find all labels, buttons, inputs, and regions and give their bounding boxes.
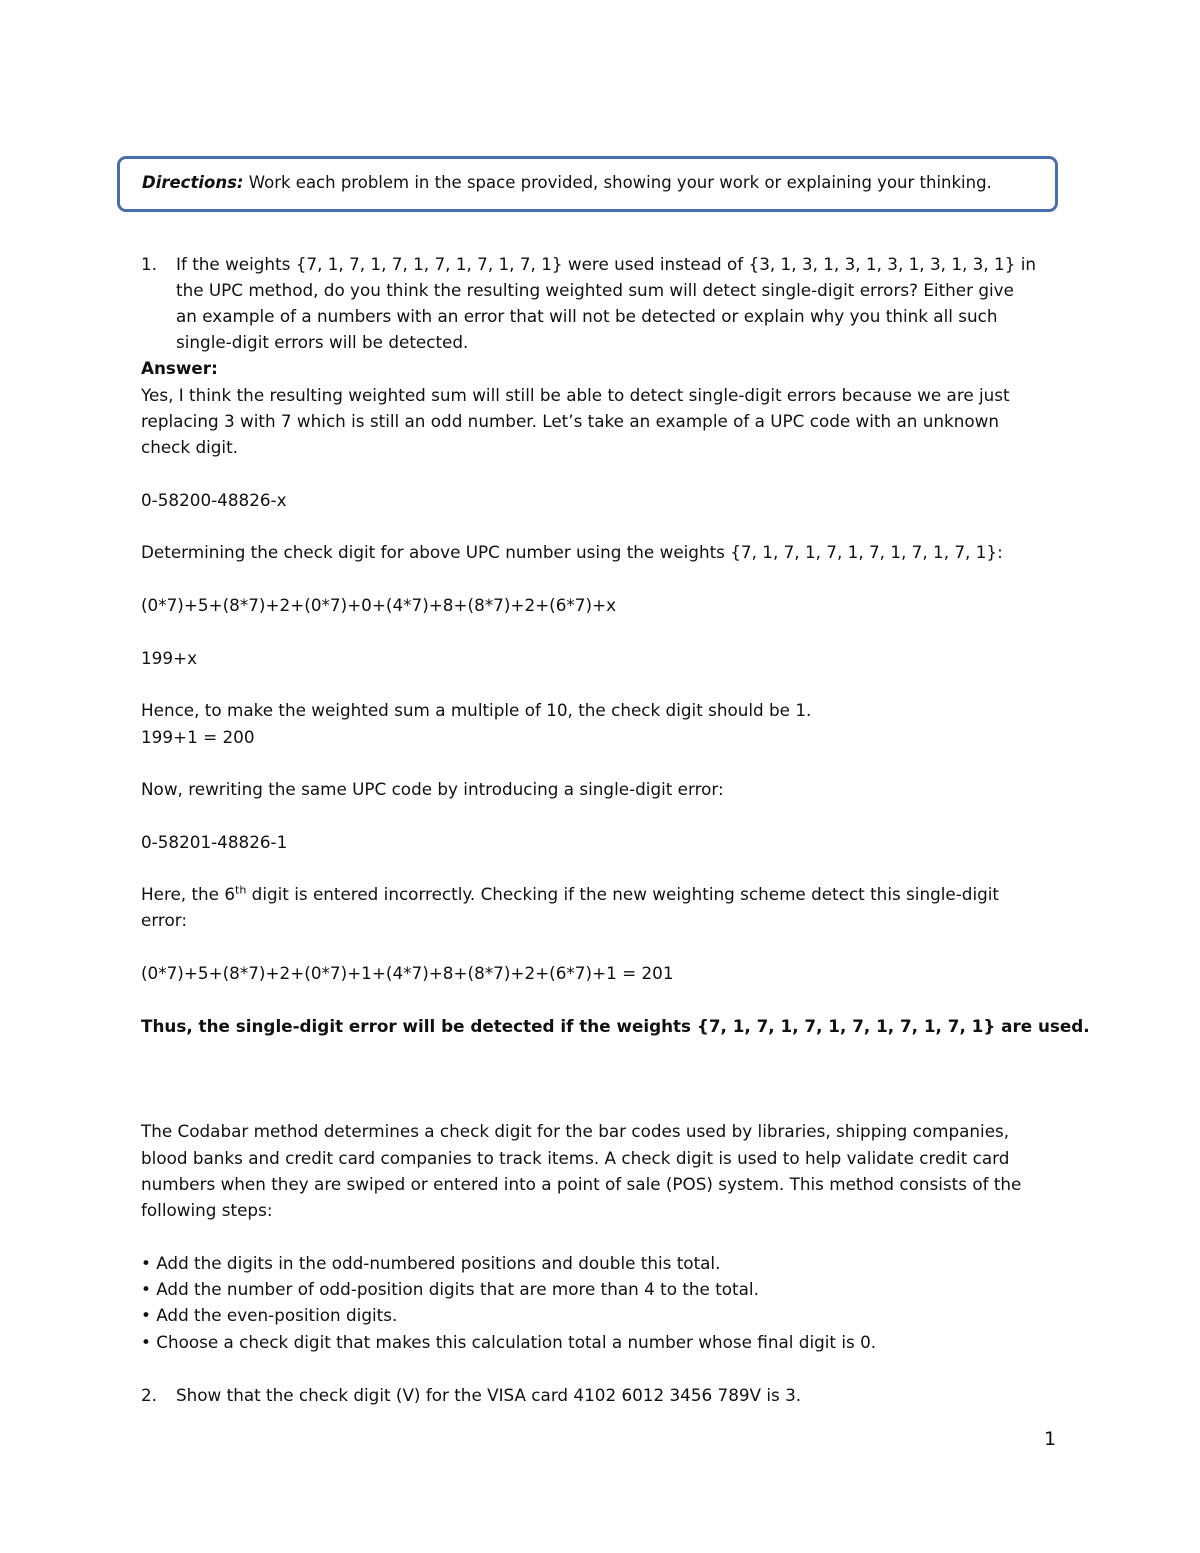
- weighted-sum-expression: (0*7)+5+(8*7)+2+(0*7)+0+(4*7)+8+(8*7)+2+(6*7)+x: [141, 595, 617, 615]
- answer-intro-line: check digit.: [141, 437, 239, 457]
- answer-label: Answer:: [141, 358, 218, 378]
- question-1-line: an example of a numbers with an error that will not be detected or explain why you think all such: [176, 306, 998, 326]
- question-1-line: the UPC method, do you think the resulting weighted sum will detect single-digit errors? Either give: [176, 280, 1014, 300]
- here-text-start: Here, the 6: [141, 884, 236, 904]
- codabar-paragraph-line: following steps:: [141, 1200, 273, 1220]
- weighted-sum-total: 199+x: [141, 648, 198, 668]
- codabar-paragraph-line: numbers when they are swiped or entered into a point of sale (POS) system. This method consists of the: [141, 1174, 1022, 1194]
- rewriting-text: Now, rewriting the same UPC code by introducing a single-digit error:: [141, 779, 724, 799]
- page-number: 1: [1044, 1428, 1057, 1450]
- here-text: [141, 881, 999, 907]
- hence-calculation: 199+1 = 200: [141, 727, 255, 747]
- determining-text: Determining the check digit for above UPC number using the weights {7, 1, 7, 1, 7, 1, 7, 1, 7, 1, 7, 1}:: [141, 542, 1003, 562]
- directions-label: Directions:: [142, 173, 244, 192]
- conclusion-text: Thus, the single-digit error will be detected if the weights {7, 1, 7, 1, 7, 1, 7, 1, 7, 1, 7, 1} are used.: [141, 1016, 1090, 1036]
- answer-intro-line: replacing 3 with 7 which is still an odd number. Let’s take an example of a UPC code with an unknown: [141, 411, 999, 431]
- directions-box: [117, 156, 1058, 212]
- question-1-line: single-digit errors will be detected.: [176, 332, 469, 352]
- error-sum-expression: (0*7)+5+(8*7)+2+(0*7)+1+(4*7)+8+(8*7)+2+(6*7)+1 = 201: [141, 963, 674, 983]
- codabar-step: • Add the number of odd-position digits that are more than 4 to the total.: [141, 1279, 759, 1299]
- upc-code: 0-58200-48826-x: [141, 490, 287, 510]
- question-2-text: Show that the check digit (V) for the VISA card 4102 6012 3456 789V is 3.: [176, 1385, 802, 1405]
- answer-intro-line: Yes, I think the resulting weighted sum will still be able to detect single-digit errors because we are just: [141, 385, 1010, 405]
- codabar-paragraph-line: The Codabar method determines a check digit for the bar codes used by libraries, shipping companies,: [141, 1121, 1010, 1141]
- here-text-end: digit is entered incorrectly. Checking if the new weighting scheme detect this single-digit: [246, 884, 999, 904]
- codabar-paragraph-line: blood banks and credit card companies to track items. A check digit is used to help validate credit card: [141, 1148, 1010, 1168]
- question-2-number: 2.: [141, 1385, 158, 1405]
- ordinal-superscript: th: [235, 883, 247, 897]
- here-text-continued: error:: [141, 910, 187, 930]
- question-1-line: If the weights {7, 1, 7, 1, 7, 1, 7, 1, 7, 1, 7, 1} were used instead of {3, 1, 3, 1, 3, 1, 3, 1, 3, 1, 3, 1} in: [176, 254, 1036, 274]
- codabar-step: • Add the even-position digits.: [141, 1305, 398, 1325]
- upc-code-with-error: 0-58201-48826-1: [141, 832, 288, 852]
- codabar-step: • Add the digits in the odd-numbered positions and double this total.: [141, 1253, 721, 1273]
- question-1-number: 1.: [141, 254, 158, 274]
- codabar-step: • Choose a check digit that makes this calculation total a number whose final digit is 0.: [141, 1332, 877, 1352]
- directions-text: Work each problem in the space provided, showing your work or explaining your thinking.: [248, 173, 992, 192]
- hence-text: Hence, to make the weighted sum a multiple of 10, the check digit should be 1.: [141, 700, 812, 720]
